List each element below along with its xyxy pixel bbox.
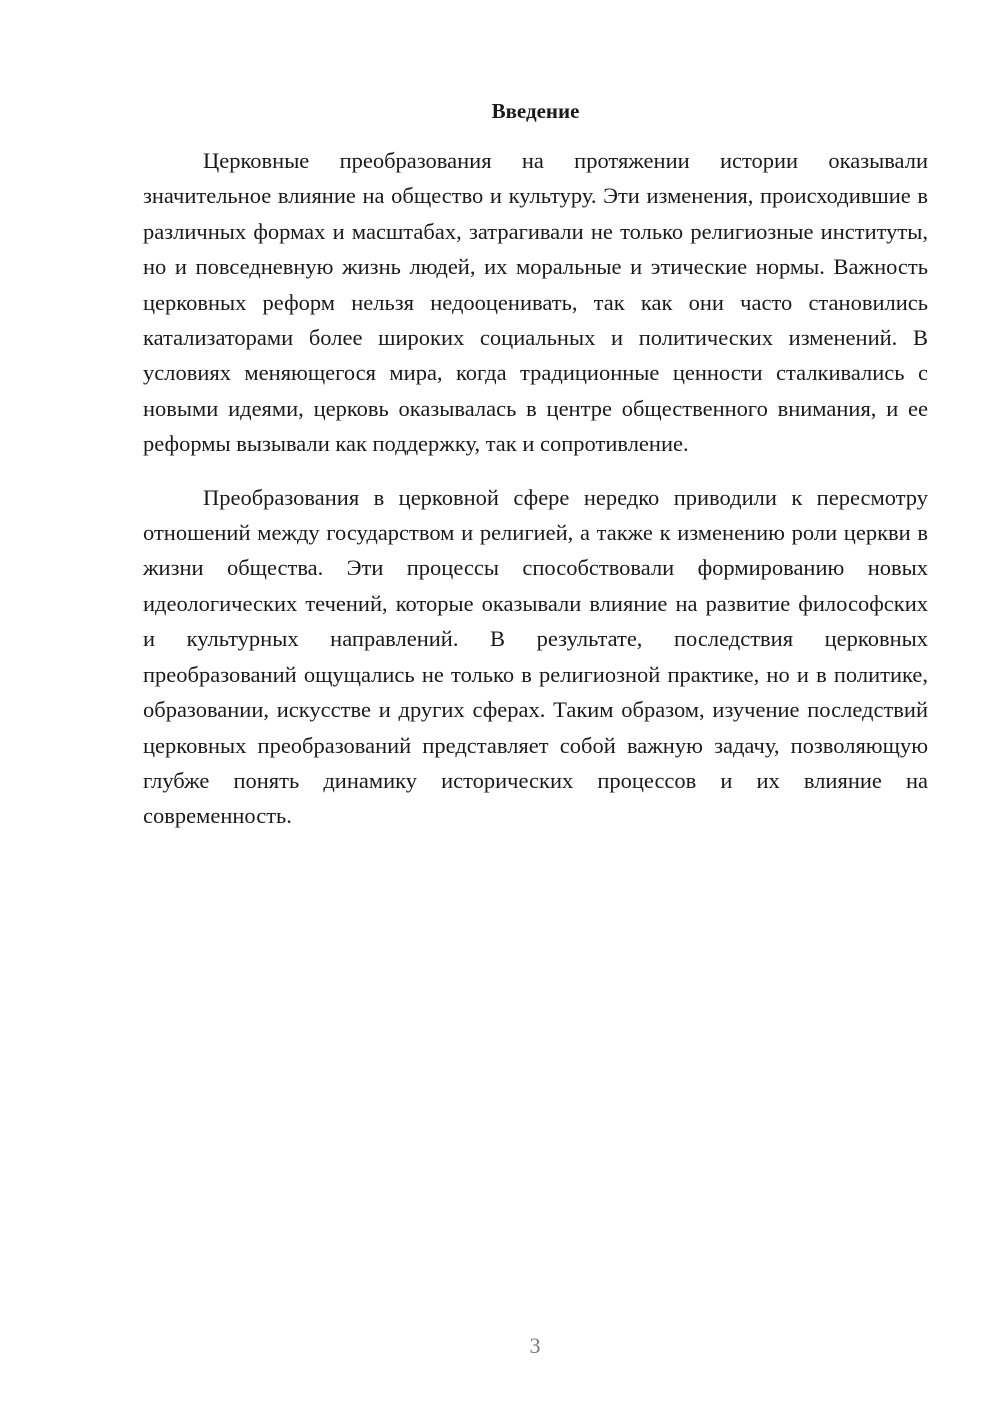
- paragraph-2: Преобразования в церковной сфере нередко приводили к пересмотру отношений между государством и религией, а также к изменению роли церкви в жизни общества. Эти процессы способствовали формированию новых идеологических течений, которые оказывали влияние на развитие философских и культурных направлений. В результате, последствия церковных преобразований ощущались не только в религиозной практике, но и в политике, образовании, искусстве и других сферах. Таким образом, изучение последствий церковных преобразований представляет собой важную задачу, позволяющую глубже понять динамику исторических процессов и их влияние на современность.: [143, 484, 928, 829]
- page-content: [143, 96, 928, 834]
- page-number: 3: [529, 1333, 541, 1358]
- paragraph-1: Церковные преобразования на протяжении истории оказывали значительное влияние на общество и культуру. Эти изменения, происходившие в различных формах и масштабах, затрагивали не только религиозные институты, но и повседневную жизнь людей, их моральные и этические нормы. Важность церковных реформ нельзя недооценивать, так как они часто становились катализаторами более широких социальных и политических изменений. В условиях меняющегося мира, когда традиционные ценности сталкивались с новыми идеями, церковь оказывалась в центре общественного внимания, и ее реформы вызывали как поддержку, так и сопротивление.: [143, 148, 928, 457]
- section-heading: Введение: [491, 99, 580, 123]
